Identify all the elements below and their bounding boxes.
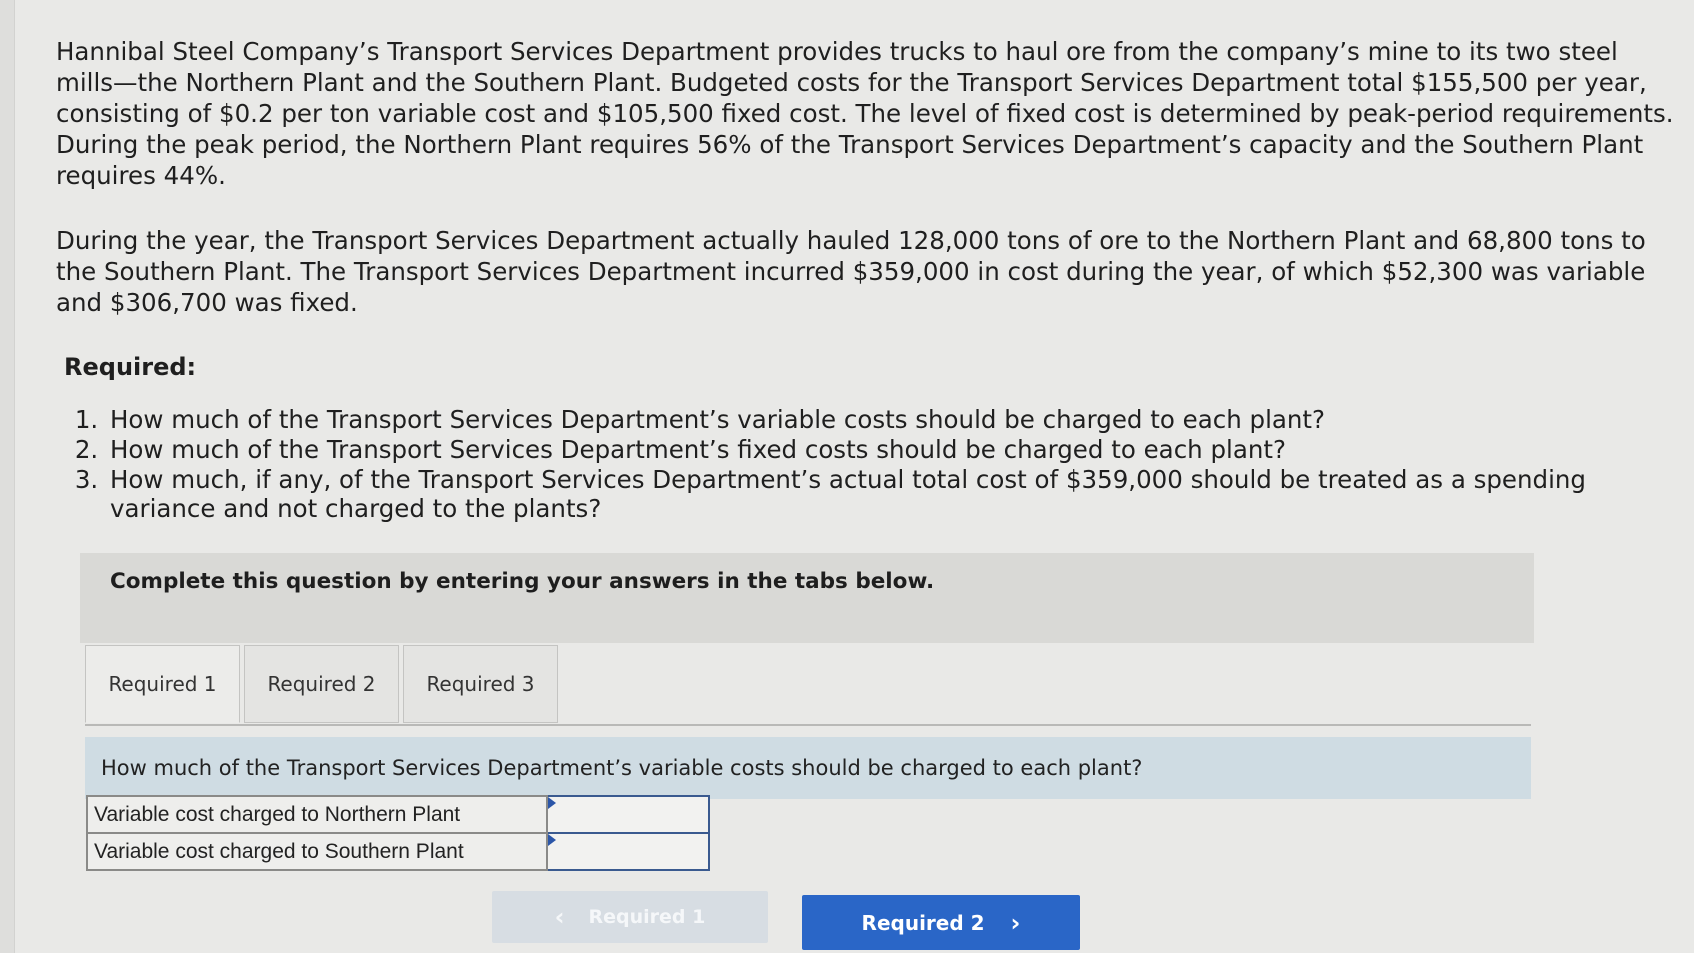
southern-variable-cost-input[interactable]: [548, 834, 708, 869]
table-row: [87, 833, 709, 870]
next-button-label: Required 2: [861, 910, 985, 935]
left-panel-edge: [0, 0, 15, 953]
next-button[interactable]: [802, 895, 1080, 950]
requirement-item: 3. How much, if any, of the Transport Services Department’s actual total cost of $359,000 should be treated as a spending variance and not charged to the plants?: [106, 465, 1676, 523]
instruction-banner: Complete this question by entering your answers in the tabs below.: [80, 553, 1534, 643]
requirements-list: [56, 405, 1676, 523]
answer-table: [86, 795, 710, 871]
problem-paragraph-2: During the year, the Transport Services Department actually hauled 128,000 tons of ore to the Northern Plant and 68,800 tons to the Southern Plant. The Transport Services Department incurred $359,000 in cost during the year, of which $52,300 was variable and $306,700 was fixed.: [56, 226, 1646, 317]
northern-variable-cost-cell: [547, 796, 709, 833]
northern-variable-cost-input[interactable]: [548, 797, 708, 832]
southern-variable-cost-cell: [547, 833, 709, 870]
tab-divider: [85, 724, 1531, 726]
tab-required-3[interactable]: Required 3: [403, 645, 558, 723]
requirement-item: 2. How much of the Transport Services Department’s fixed costs should be charged to each plant?: [106, 435, 1676, 464]
question-prompt: [85, 737, 1531, 799]
input-marker-icon: [548, 834, 556, 846]
row-label-southern: Variable cost charged to Southern Plant: [87, 833, 547, 870]
problem-paragraph-1: Hannibal Steel Company’s Transport Services Department provides trucks to haul ore from the company’s mine to its two steel mills—the Northern Plant and the Southern Plant. Budgeted costs for the Transport Services Department total $155,500 per year, consisting of $0.2 per ton variable cost and $105,500 fixed cost. The level of fixed cost is determined by peak-period requirements. During the peak period, the Northern Plant requires 56% of the Transport Services Department’s capacity and the Southern Plant requires 44%.: [56, 37, 1674, 190]
question-text: How much of the Transport Services Department’s variable costs should be charged to each plant?: [101, 756, 1143, 780]
prev-button-label: Required 1: [588, 906, 706, 928]
input-marker-icon: [548, 797, 556, 809]
table-row: [87, 796, 709, 833]
tab-required-1[interactable]: Required 1: [85, 645, 240, 723]
tab-required-2[interactable]: Required 2: [244, 645, 399, 723]
requirement-item: 1. How much of the Transport Services Department’s variable costs should be charged to each plant?: [106, 405, 1676, 434]
prev-button[interactable]: [492, 891, 768, 943]
chevron-right-icon: ›: [1010, 908, 1021, 937]
chevron-left-icon: ‹: [554, 903, 565, 931]
required-heading: Required:: [64, 353, 197, 381]
answer-tabs: [85, 645, 558, 725]
problem-statement: [56, 36, 1676, 524]
row-label-northern: Variable cost charged to Northern Plant: [87, 796, 547, 833]
